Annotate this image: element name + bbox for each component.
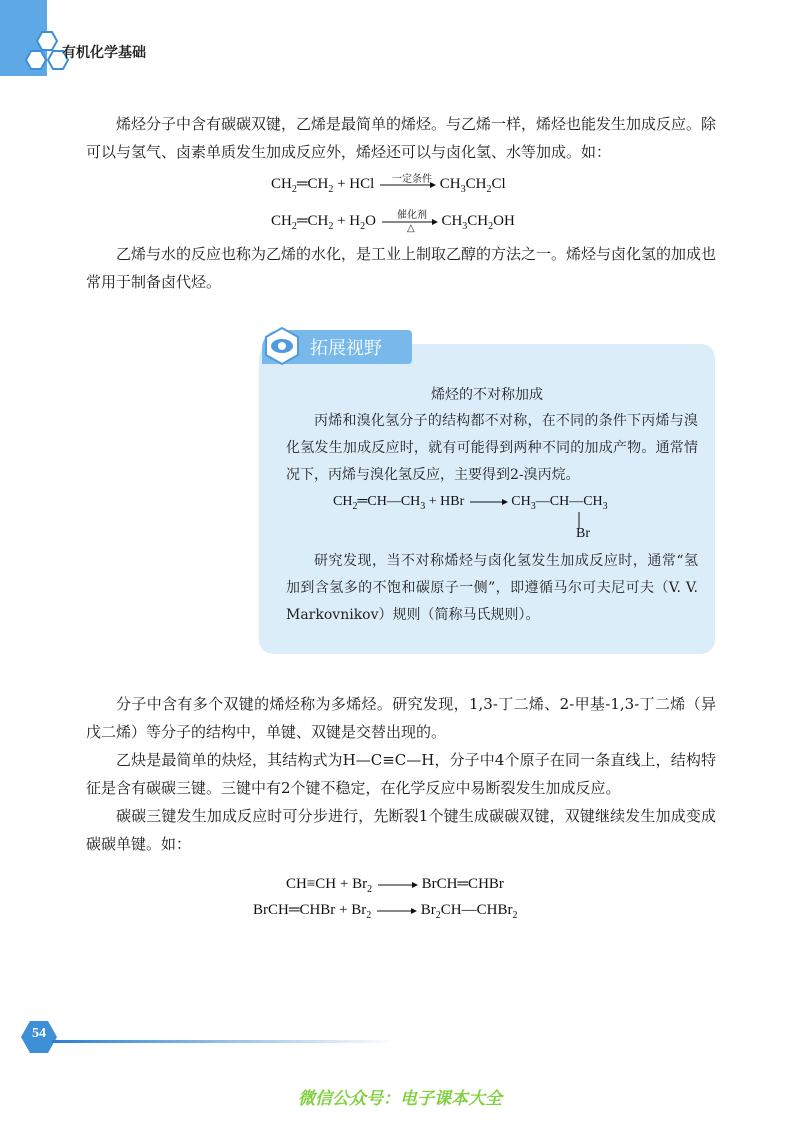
- footer-gradient-line: [52, 1040, 397, 1043]
- paragraph-polyene: 分子中含有多个双键的烯烃称为多烯烃。研究发现，1,3-丁二烯、2-甲基-1,3-丁二烯（异戊二烯）等分子的结构中，单键、双键是交替出现的。: [86, 695, 716, 741]
- paragraph-hydration: 乙烯与水的反应也称为乙烯的水化，是工业上制取乙醇的方法之一。烯烃与卤化氢的加成也常用于制备卤代烃。: [86, 245, 717, 291]
- equation-dibromoethylene-br2: BrCH═CHBr + $Br_2$ $Br_2CH—CHBr_2$: [253, 902, 518, 921]
- reaction-arrow-icon: [375, 906, 417, 916]
- watermark-text: 微信公众号：电子课本大全: [298, 1089, 502, 1109]
- equation-ethylene-hcl: $CH_2═CH_2$ + HCl $CH_3CH_2Cl$: [271, 176, 506, 195]
- book-title: 有机化学基础: [62, 45, 146, 61]
- extension-tab-title: 拓展视野: [310, 338, 382, 359]
- paragraph-alkene-addition: 烯烃分子中含有碳碳双键，乙烯是最简单的烯烃。与乙烯一样，烯烃也能发生加成反应。除可以与氢气、卤素单质发生加成反应外，烯烃还可以与卤化氢、水等加成。如：: [86, 115, 717, 161]
- equation-propene-hbr: $CH_2═CH—CH_3$ + HBr $CH_3—CH—CH_3$: [333, 494, 608, 512]
- paragraph-alkyne: 乙炔是最简单的炔烃，其结构式为H—C≡C—H，分子中4个原子在同一条直线上，结构特征是含有碳碳三键。三键中有2个键不稳定，在化学反应中易断裂发生加成反应。: [86, 751, 716, 797]
- extension-heading: 烯烃的不对称加成: [431, 387, 543, 403]
- bromine-substituent: Br: [576, 526, 590, 541]
- catalyst-label: 催化剂: [397, 210, 427, 221]
- equation-acetylene-br2: $CH\equiv CH + Br_2$ BrCH═CHBr: [286, 876, 504, 895]
- heat-symbol: △: [407, 223, 415, 234]
- reaction-arrow-icon: [468, 497, 508, 507]
- condition-label: 一定条件: [392, 174, 432, 185]
- extension-paragraph-2: 研究发现，当不对称烯烃与卤化氢发生加成反应时，通常“氢加到含氢多的不饱和碳原子一侧”，即遵循马尔可夫尼可夫（V. V. Markovnikov）规则（简称马氏规则）。: [286, 553, 698, 623]
- page-number: 54: [32, 1026, 46, 1041]
- equation-ethylene-water: $CH_2═CH_2 + H_2O$ $CH_3CH_2OH$: [271, 213, 515, 232]
- extension-paragraph-1: 丙烯和溴化氢分子的结构都不对称，在不同的条件下丙烯与溴化氢发生加成反应时，就有可能得到两种不同的加成产物。通常情况下，丙烯与溴化氢反应，主要得到2-溴丙烷。: [286, 413, 698, 483]
- paragraph-triple-bond-addition: 碳碳三键发生加成反应时可分步进行，先断裂1个键生成碳碳双键，双键继续发生加成变成碳碳单键。如：: [86, 807, 716, 853]
- eye-badge-icon: [262, 326, 302, 366]
- reaction-arrow-icon: [376, 880, 418, 890]
